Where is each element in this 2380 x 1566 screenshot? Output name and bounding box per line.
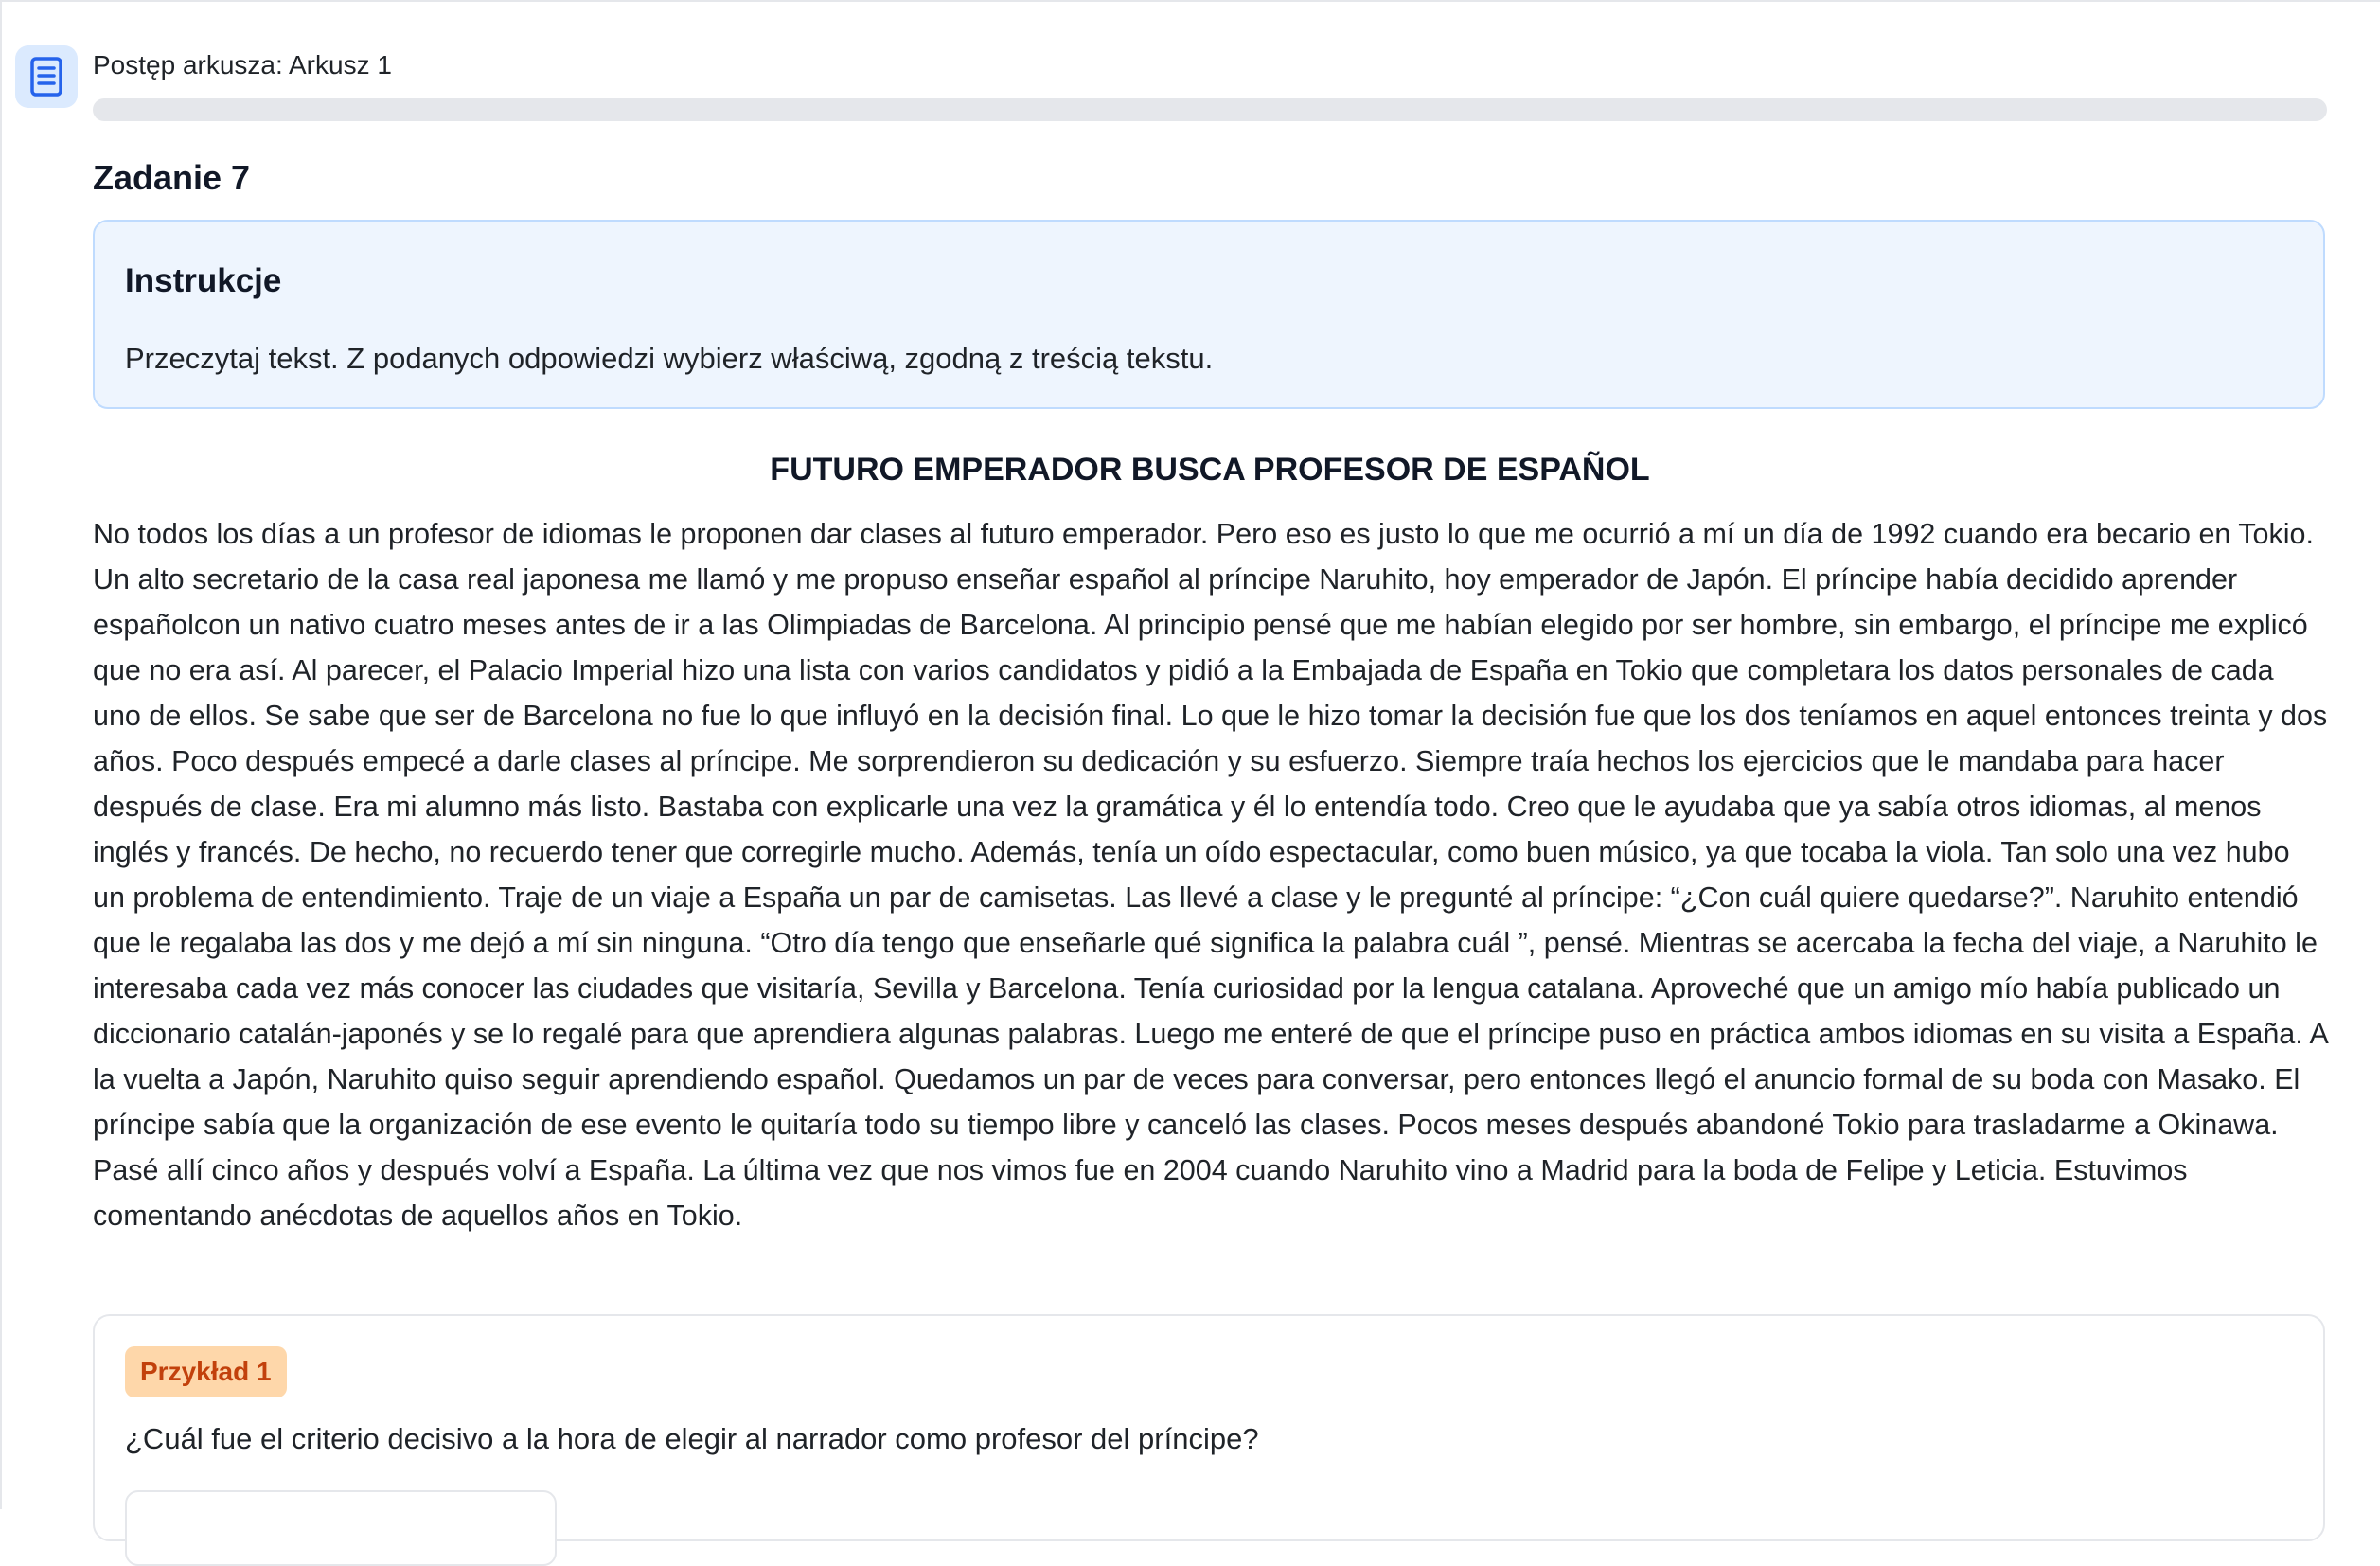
instructions-heading: Instrukcje [125,262,282,299]
instructions-panel [93,220,2325,409]
progress-label: Postęp arkusza: Arkusz 1 [93,50,392,80]
document-icon [27,56,65,98]
question-card [93,1314,2325,1541]
answer-option[interactable] [125,1490,557,1566]
sheet-icon[interactable] [15,45,78,108]
question-text: ¿Cuál fue el criterio decisivo a la hora de elegir al narrador como profesor del príncipe? [125,1422,1259,1455]
example-badge: Przykład 1 [125,1346,287,1397]
task-title: Zadanie 7 [93,158,251,197]
instructions-text: Przeczytaj tekst. Z podanych odpowiedzi wybierz właściwą, zgodną z treścią tekstu. [125,342,1214,375]
progress-bar [93,98,2327,121]
window-top-border [0,0,2380,2]
article-title: FUTURO EMPERADOR BUSCA PROFESOR DE ESPAÑOL [770,452,1650,488]
window-left-border [0,0,2,1509]
article-body: No todos los días a un profesor de idiomas le proponen dar clases al futuro emperador. Pero eso es justo lo que me ocurrió a mí un día de 1992 cuando era becario en Tokio. Un alto secretario de la casa real japonesa me llamó y me propuso enseñar español al príncipe Naruhito, hoy emperador de Japón. El príncipe había decidido aprender españolcon un nativo cuatro meses antes de ir a las Olimpiadas de Barcelona. Al principio pensé que me habían elegido por ser hombre, sin embargo, el príncipe me explicó que no era así. Al parecer, el Palacio Imperial hizo una lista con varios candidatos y pidió a la Embajada de España en Tokio que completara los datos personales de cada uno de ellos. Se sabe que ser de Barcelona no fue lo que influyó en la decisión final. Lo que le hizo tomar la decisión fue que los dos teníamos en aquel entonces treinta y dos años. Poco después empecé a darle clases al príncipe. Me sorprendieron su dedicación y su esfuerzo. Siempre traía hechos los ejercicios que le mandaba para hacer después de clase. Era mi alumno más listo. Bastaba con explicarle una vez la gramática y él lo entendía todo. Creo que le ayudaba que ya sabía otros idiomas, al menos inglés y francés. De hecho, no recuerdo tener que corregirle mucho. Además, tenía un oído espectacular, como buen músico, ya que tocaba la viola. Tan solo una vez hubo un problema de entendimiento. Traje de un viaje a España un par de camisetas. Las llevé a clase y le pregunté al príncipe: “¿Con cuál quiere quedarse?”. Naruhito entendió que le regalaba las dos y me dejó a mí sin ninguna. “Otro día tengo que enseñarle qué significa la palabra cuál ”, pensé. Mientras se acercaba la fecha del viaje, a Naruhito le interesaba cada vez más conocer las ciudades que visitaría, Sevilla y Barcelona. Tenía curiosidad por la lengua catalana. Aproveché que un amigo mío había publicado un diccionario catalán-japonés y se lo regalé para que aprendiera algunas palabras. Luego me enteré de que el príncipe puso en práctica ambos idiomas en su visita a España. A la vuelta a Japón, Naruhito quiso seguir aprendiendo español. Quedamos un par de veces para conversar, pero entonces llegó el anuncio formal de su boda con Masako. El príncipe sabía que la organización de ese evento le quitaría todo su tiempo libre y canceló las clases. Pocos meses después abandoné Tokio para trasladarme a Okinawa. Pasé allí cinco años y después volví a España. La última vez que nos vimos fue en 2004 cuando Naruhito vino a Madrid para la boda de Felipe y Leticia. Estuvimos comentando anécdotas de aquellos años en Tokio. [93,518,2328,1232]
